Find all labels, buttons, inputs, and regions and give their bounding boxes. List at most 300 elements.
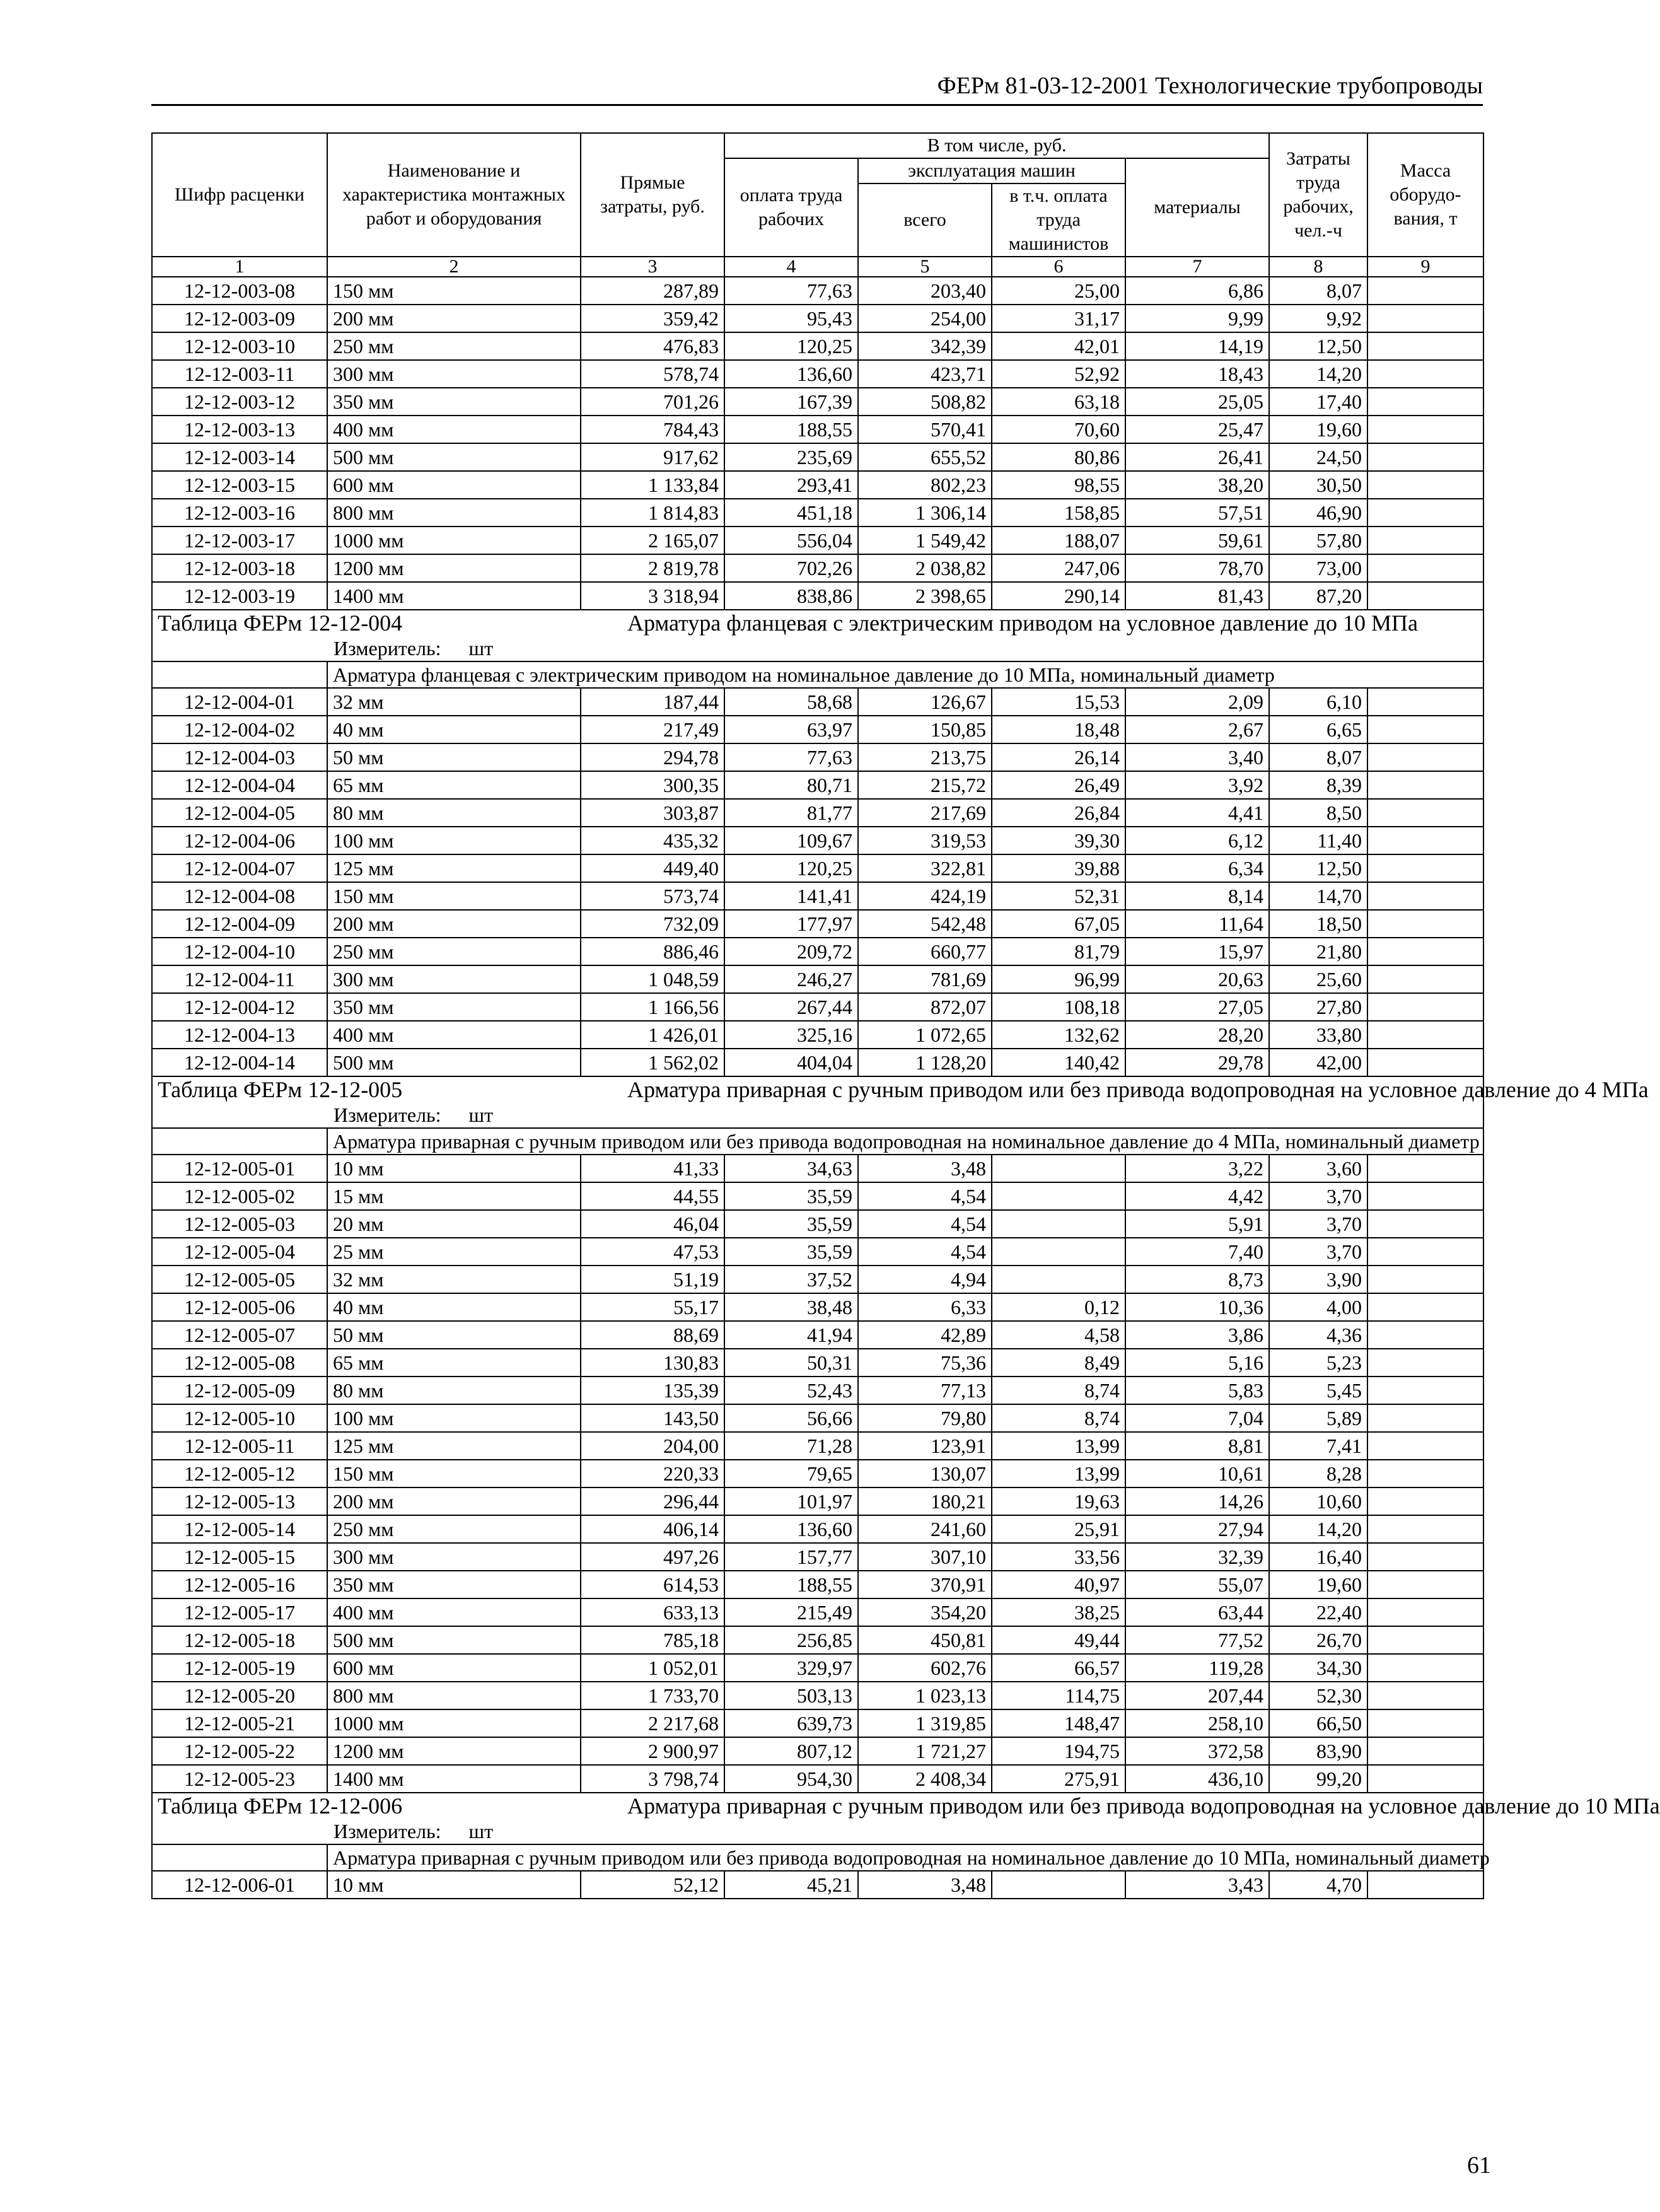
direct-cost-cell: 435,32 [581, 827, 724, 854]
item-name-cell: 150 мм [327, 277, 581, 305]
equipment-mass-cell [1367, 882, 1483, 910]
direct-cost-cell: 187,44 [581, 688, 724, 716]
machinists-pay-cell: 42,01 [992, 332, 1125, 360]
rate-code-cell: 12-12-004-02 [152, 716, 327, 743]
section-header [152, 1793, 1483, 1819]
machines-total-cell: 322,81 [858, 854, 992, 882]
direct-cost-cell: 2 217,68 [581, 1709, 724, 1737]
labor-pay-cell: 157,77 [724, 1543, 858, 1571]
machines-total-cell: 254,00 [858, 305, 992, 332]
section-title: Арматура фланцевая с электрическим приводом на условное давление до 10 МПа [581, 610, 1483, 636]
labor-pay-cell: 404,04 [724, 1049, 858, 1076]
item-name-cell: 300 мм [327, 965, 581, 993]
table-row [152, 1460, 1483, 1487]
labor-hours-cell: 3,90 [1269, 1266, 1367, 1293]
column-number: 7 [1125, 257, 1269, 277]
direct-cost-cell: 578,74 [581, 360, 724, 388]
item-name-cell: 250 мм [327, 332, 581, 360]
materials-cost-cell: 2,67 [1125, 716, 1269, 743]
direct-cost-cell: 1 562,02 [581, 1049, 724, 1076]
machines-total-cell: 1 549,42 [858, 527, 992, 554]
machines-total-cell: 203,40 [858, 277, 992, 305]
rate-code-cell: 12-12-005-08 [152, 1349, 327, 1377]
machinists-pay-cell: 52,31 [992, 882, 1125, 910]
equipment-mass-cell [1367, 1155, 1483, 1182]
item-name-cell: 250 мм [327, 938, 581, 965]
labor-hours-cell: 4,70 [1269, 1871, 1367, 1899]
machinists-pay-cell: 39,88 [992, 854, 1125, 882]
table-row [152, 1682, 1483, 1709]
section-title: Арматура приварная с ручным приводом или без привода водопроводная на условное давление до 4 МПа [581, 1076, 1483, 1102]
item-name-cell: 500 мм [327, 1049, 581, 1076]
materials-cost-cell: 3,43 [1125, 1871, 1269, 1899]
meter-spacer [152, 1819, 327, 1844]
direct-cost-cell: 220,33 [581, 1460, 724, 1487]
labor-pay-cell: 954,30 [724, 1765, 858, 1793]
table-row [152, 332, 1483, 360]
section-subtitle: Арматура приварная с ручным приводом или без привода водопроводная на номинальное давление до 10 МПа, номинальный диаметр [327, 1844, 1483, 1871]
labor-pay-cell: 246,27 [724, 965, 858, 993]
rate-code-cell: 12-12-005-21 [152, 1709, 327, 1737]
table-row [152, 582, 1483, 610]
materials-cost-cell: 28,20 [1125, 1021, 1269, 1049]
machinists-pay-cell: 8,49 [992, 1349, 1125, 1377]
machinists-pay-cell: 39,30 [992, 827, 1125, 854]
item-name-cell: 25 мм [327, 1238, 581, 1266]
table-row [152, 1155, 1483, 1182]
column-number: 3 [581, 257, 724, 277]
equipment-mass-cell [1367, 1432, 1483, 1460]
equipment-mass-cell [1367, 360, 1483, 388]
section-label: Таблица ФЕРм 12-12-004 [152, 610, 581, 636]
labor-hours-cell: 3,70 [1269, 1238, 1367, 1266]
table-row [152, 1515, 1483, 1543]
col-header-machines-group: эксплуатация машин [858, 158, 1125, 183]
column-number: 4 [724, 257, 858, 277]
labor-pay-cell: 37,52 [724, 1266, 858, 1293]
labor-pay-cell: 45,21 [724, 1871, 858, 1899]
subtitle-spacer [152, 1844, 327, 1871]
equipment-mass-cell [1367, 1293, 1483, 1321]
materials-cost-cell: 27,05 [1125, 993, 1269, 1021]
meter-value: шт [468, 1820, 494, 1842]
direct-cost-cell: 296,44 [581, 1487, 724, 1515]
materials-cost-cell: 6,86 [1125, 277, 1269, 305]
table-row [152, 1765, 1483, 1793]
meter-spacer [152, 636, 327, 661]
direct-cost-cell: 217,49 [581, 716, 724, 743]
table-row [152, 1349, 1483, 1377]
direct-cost-cell: 1 133,84 [581, 471, 724, 499]
materials-cost-cell: 5,16 [1125, 1349, 1269, 1377]
col-header-labor-pay: оплата труда рабочих [724, 158, 858, 257]
materials-cost-cell: 59,61 [1125, 527, 1269, 554]
materials-cost-cell: 38,20 [1125, 471, 1269, 499]
labor-hours-cell: 3,70 [1269, 1182, 1367, 1210]
labor-pay-cell: 58,68 [724, 688, 858, 716]
labor-hours-cell: 6,10 [1269, 688, 1367, 716]
labor-pay-cell: 38,48 [724, 1293, 858, 1321]
labor-hours-cell: 73,00 [1269, 554, 1367, 582]
col-header-machines-total: всего [858, 183, 992, 257]
equipment-mass-cell [1367, 743, 1483, 771]
direct-cost-cell: 573,74 [581, 882, 724, 910]
item-name-cell: 200 мм [327, 1487, 581, 1515]
equipment-mass-cell [1367, 1571, 1483, 1598]
meter-value: шт [468, 1103, 494, 1126]
materials-cost-cell: 11,64 [1125, 910, 1269, 938]
item-name-cell: 125 мм [327, 1432, 581, 1460]
equipment-mass-cell [1367, 716, 1483, 743]
direct-cost-cell: 476,83 [581, 332, 724, 360]
materials-cost-cell: 78,70 [1125, 554, 1269, 582]
materials-cost-cell: 25,05 [1125, 388, 1269, 416]
labor-hours-cell: 3,60 [1269, 1155, 1367, 1182]
direct-cost-cell: 287,89 [581, 277, 724, 305]
equipment-mass-cell [1367, 854, 1483, 882]
direct-cost-cell: 143,50 [581, 1404, 724, 1432]
item-name-cell: 1200 мм [327, 1737, 581, 1765]
rate-code-cell: 12-12-004-12 [152, 993, 327, 1021]
labor-hours-cell: 30,50 [1269, 471, 1367, 499]
item-name-cell: 800 мм [327, 499, 581, 527]
materials-cost-cell: 8,73 [1125, 1266, 1269, 1293]
labor-pay-cell: 256,85 [724, 1626, 858, 1654]
machinists-pay-cell: 26,49 [992, 771, 1125, 799]
labor-hours-cell: 9,92 [1269, 305, 1367, 332]
item-name-cell: 800 мм [327, 1682, 581, 1709]
rate-code-cell: 12-12-005-03 [152, 1210, 327, 1238]
equipment-mass-cell [1367, 993, 1483, 1021]
item-name-cell: 20 мм [327, 1210, 581, 1238]
rate-code-cell: 12-12-003-12 [152, 388, 327, 416]
rate-code-cell: 12-12-003-17 [152, 527, 327, 554]
machinists-pay-cell: 26,84 [992, 799, 1125, 827]
rate-code-cell: 12-12-003-08 [152, 277, 327, 305]
equipment-mass-cell [1367, 443, 1483, 471]
machines-total-cell: 354,20 [858, 1598, 992, 1626]
item-name-cell: 350 мм [327, 993, 581, 1021]
table-row [152, 799, 1483, 827]
machines-total-cell: 217,69 [858, 799, 992, 827]
item-name-cell: 65 мм [327, 771, 581, 799]
item-name-cell: 80 мм [327, 1377, 581, 1404]
machines-total-cell: 4,54 [858, 1210, 992, 1238]
machines-total-cell: 130,07 [858, 1460, 992, 1487]
labor-pay-cell: 109,67 [724, 827, 858, 854]
page-number: 61 [1467, 2152, 1491, 2179]
table-row [152, 443, 1483, 471]
materials-cost-cell: 27,94 [1125, 1515, 1269, 1543]
equipment-mass-cell [1367, 910, 1483, 938]
meter-spacer [152, 1102, 327, 1128]
materials-cost-cell: 8,81 [1125, 1432, 1269, 1460]
item-name-cell: 400 мм [327, 1598, 581, 1626]
item-name-cell: 15 мм [327, 1182, 581, 1210]
machinists-pay-cell: 13,99 [992, 1432, 1125, 1460]
labor-hours-cell: 7,41 [1269, 1432, 1367, 1460]
table-row [152, 305, 1483, 332]
item-name-cell: 32 мм [327, 688, 581, 716]
materials-cost-cell: 20,63 [1125, 965, 1269, 993]
rate-code-cell: 12-12-003-10 [152, 332, 327, 360]
table-row [152, 882, 1483, 910]
rate-code-cell: 12-12-003-19 [152, 582, 327, 610]
rate-code-cell: 12-12-005-09 [152, 1377, 327, 1404]
machinists-pay-cell [992, 1210, 1125, 1238]
labor-hours-cell: 5,89 [1269, 1404, 1367, 1432]
labor-hours-cell: 14,20 [1269, 1515, 1367, 1543]
rate-code-cell: 12-12-003-09 [152, 305, 327, 332]
column-number: 5 [858, 257, 992, 277]
machines-total-cell: 802,23 [858, 471, 992, 499]
equipment-mass-cell [1367, 1626, 1483, 1654]
table-row [152, 1210, 1483, 1238]
meter [327, 1102, 1483, 1128]
labor-pay-cell: 35,59 [724, 1182, 858, 1210]
machinists-pay-cell: 38,25 [992, 1598, 1125, 1626]
labor-pay-cell: 188,55 [724, 1571, 858, 1598]
equipment-mass-cell [1367, 332, 1483, 360]
materials-cost-cell: 15,97 [1125, 938, 1269, 965]
item-name-cell: 1000 мм [327, 527, 581, 554]
materials-cost-cell: 7,04 [1125, 1404, 1269, 1432]
rate-code-cell: 12-12-004-05 [152, 799, 327, 827]
labor-pay-cell: 77,63 [724, 277, 858, 305]
materials-cost-cell: 2,09 [1125, 688, 1269, 716]
machinists-pay-cell: 66,57 [992, 1654, 1125, 1682]
table-row [152, 1266, 1483, 1293]
direct-cost-cell: 732,09 [581, 910, 724, 938]
section-subtitle: Арматура приварная с ручным приводом или без привода водопроводная на номинальное давление до 4 МПа, номинальный диаметр [327, 1128, 1483, 1155]
machinists-pay-cell: 67,05 [992, 910, 1125, 938]
labor-hours-cell: 4,36 [1269, 1321, 1367, 1349]
equipment-mass-cell [1367, 527, 1483, 554]
direct-cost-cell: 1 814,83 [581, 499, 724, 527]
direct-cost-cell: 2 819,78 [581, 554, 724, 582]
direct-cost-cell: 359,42 [581, 305, 724, 332]
labor-hours-cell: 24,50 [1269, 443, 1367, 471]
item-name-cell: 150 мм [327, 1460, 581, 1487]
table-row [152, 1737, 1483, 1765]
rate-code-cell: 12-12-005-17 [152, 1598, 327, 1626]
rate-code-cell: 12-12-003-15 [152, 471, 327, 499]
table-row [152, 1021, 1483, 1049]
labor-hours-cell: 8,07 [1269, 277, 1367, 305]
machines-total-cell: 215,72 [858, 771, 992, 799]
materials-cost-cell: 3,22 [1125, 1155, 1269, 1182]
machinists-pay-cell [992, 1266, 1125, 1293]
machines-total-cell: 180,21 [858, 1487, 992, 1515]
table-row [152, 554, 1483, 582]
labor-pay-cell: 120,25 [724, 332, 858, 360]
machines-total-cell: 75,36 [858, 1349, 992, 1377]
labor-pay-cell: 177,97 [724, 910, 858, 938]
table-row [152, 910, 1483, 938]
labor-pay-cell: 80,71 [724, 771, 858, 799]
direct-cost-cell: 633,13 [581, 1598, 724, 1626]
labor-hours-cell: 18,50 [1269, 910, 1367, 938]
rate-code-cell: 12-12-005-11 [152, 1432, 327, 1460]
machines-total-cell: 4,54 [858, 1182, 992, 1210]
equipment-mass-cell [1367, 1515, 1483, 1543]
direct-cost-cell: 785,18 [581, 1626, 724, 1654]
materials-cost-cell: 57,51 [1125, 499, 1269, 527]
item-name-cell: 350 мм [327, 388, 581, 416]
machinists-pay-cell: 18,48 [992, 716, 1125, 743]
direct-cost-cell: 784,43 [581, 416, 724, 443]
machinists-pay-cell: 70,60 [992, 416, 1125, 443]
labor-hours-cell: 11,40 [1269, 827, 1367, 854]
rate-code-cell: 12-12-005-13 [152, 1487, 327, 1515]
machines-total-cell: 602,76 [858, 1654, 992, 1682]
table-row [152, 938, 1483, 965]
table-row [152, 388, 1483, 416]
equipment-mass-cell [1367, 688, 1483, 716]
machinists-pay-cell: 0,12 [992, 1293, 1125, 1321]
labor-hours-cell: 57,80 [1269, 527, 1367, 554]
labor-hours-cell: 5,23 [1269, 1349, 1367, 1377]
col-header-code: Шифр расценки [152, 133, 327, 257]
machines-total-cell: 2 038,82 [858, 554, 992, 582]
machinists-pay-cell: 132,62 [992, 1021, 1125, 1049]
rate-code-cell: 12-12-006-01 [152, 1871, 327, 1899]
direct-cost-cell: 55,17 [581, 1293, 724, 1321]
labor-pay-cell: 81,77 [724, 799, 858, 827]
rate-code-cell: 12-12-005-02 [152, 1182, 327, 1210]
rate-code-cell: 12-12-005-07 [152, 1321, 327, 1349]
item-name-cell: 40 мм [327, 1293, 581, 1321]
materials-cost-cell: 32,39 [1125, 1543, 1269, 1571]
column-number: 9 [1367, 257, 1483, 277]
machines-total-cell: 508,82 [858, 388, 992, 416]
meter [327, 636, 1483, 661]
direct-cost-cell: 614,53 [581, 1571, 724, 1598]
labor-pay-cell: 35,59 [724, 1210, 858, 1238]
equipment-mass-cell [1367, 1377, 1483, 1404]
machines-total-cell: 1 319,85 [858, 1709, 992, 1737]
materials-cost-cell: 3,86 [1125, 1321, 1269, 1349]
labor-hours-cell: 52,30 [1269, 1682, 1367, 1709]
equipment-mass-cell [1367, 1487, 1483, 1515]
rate-code-cell: 12-12-005-22 [152, 1737, 327, 1765]
labor-pay-cell: 503,13 [724, 1682, 858, 1709]
machines-total-cell: 4,94 [858, 1266, 992, 1293]
machinists-pay-cell: 49,44 [992, 1626, 1125, 1654]
machinists-pay-cell: 25,91 [992, 1515, 1125, 1543]
labor-pay-cell: 838,86 [724, 582, 858, 610]
machines-total-cell: 150,85 [858, 716, 992, 743]
machinists-pay-cell [992, 1871, 1125, 1899]
machines-total-cell: 1 072,65 [858, 1021, 992, 1049]
machines-total-cell: 2 398,65 [858, 582, 992, 610]
direct-cost-cell: 1 733,70 [581, 1682, 724, 1709]
machines-total-cell: 2 408,34 [858, 1765, 992, 1793]
materials-cost-cell: 10,61 [1125, 1460, 1269, 1487]
direct-cost-cell: 294,78 [581, 743, 724, 771]
section-header [152, 1076, 1483, 1102]
direct-cost-cell: 88,69 [581, 1321, 724, 1349]
meter [327, 1819, 1483, 1844]
section-subtitle-row [152, 661, 1483, 688]
item-name-cell: 1200 мм [327, 554, 581, 582]
machinists-pay-cell: 8,74 [992, 1404, 1125, 1432]
equipment-mass-cell [1367, 277, 1483, 305]
meter-value: шт [468, 637, 494, 660]
machinists-pay-cell: 275,91 [992, 1765, 1125, 1793]
direct-cost-cell: 1 052,01 [581, 1654, 724, 1682]
machinists-pay-cell: 194,75 [992, 1737, 1125, 1765]
labor-pay-cell: 235,69 [724, 443, 858, 471]
item-name-cell: 400 мм [327, 1021, 581, 1049]
table-row [152, 965, 1483, 993]
machinists-pay-cell: 290,14 [992, 582, 1125, 610]
rate-code-cell: 12-12-004-03 [152, 743, 327, 771]
table-row [152, 716, 1483, 743]
rate-code-cell: 12-12-005-16 [152, 1571, 327, 1598]
labor-pay-cell: 136,60 [724, 360, 858, 388]
materials-cost-cell: 29,78 [1125, 1049, 1269, 1076]
machinists-pay-cell: 15,53 [992, 688, 1125, 716]
rate-code-cell: 12-12-004-08 [152, 882, 327, 910]
labor-pay-cell: 34,63 [724, 1155, 858, 1182]
labor-pay-cell: 136,60 [724, 1515, 858, 1543]
table-row [152, 527, 1483, 554]
col-header-materials: материалы [1125, 158, 1269, 257]
col-header-equipment-mass: Масса оборудо-вания, т [1367, 133, 1483, 257]
table-row [152, 471, 1483, 499]
materials-cost-cell: 26,41 [1125, 443, 1269, 471]
direct-cost-cell: 3 318,94 [581, 582, 724, 610]
rate-code-cell: 12-12-004-10 [152, 938, 327, 965]
rate-code-cell: 12-12-005-14 [152, 1515, 327, 1543]
machines-total-cell: 213,75 [858, 743, 992, 771]
labor-pay-cell: 63,97 [724, 716, 858, 743]
machinists-pay-cell: 98,55 [992, 471, 1125, 499]
labor-pay-cell: 95,43 [724, 305, 858, 332]
materials-cost-cell: 10,36 [1125, 1293, 1269, 1321]
machines-total-cell: 6,33 [858, 1293, 992, 1321]
section-label: Таблица ФЕРм 12-12-006 [152, 1793, 581, 1819]
machinists-pay-cell: 26,14 [992, 743, 1125, 771]
equipment-mass-cell [1367, 1871, 1483, 1899]
direct-cost-cell: 1 166,56 [581, 993, 724, 1021]
labor-pay-cell: 167,39 [724, 388, 858, 416]
labor-hours-cell: 14,70 [1269, 882, 1367, 910]
section-subtitle: Арматура фланцевая с электрическим приводом на номинальное давление до 10 МПа, номинальный диаметр [327, 661, 1483, 688]
machinists-pay-cell: 31,17 [992, 305, 1125, 332]
section-label: Таблица ФЕРм 12-12-005 [152, 1076, 581, 1102]
table-row [152, 1432, 1483, 1460]
table-row [152, 1487, 1483, 1515]
rate-code-cell: 12-12-003-13 [152, 416, 327, 443]
labor-hours-cell: 19,60 [1269, 1571, 1367, 1598]
materials-cost-cell: 372,58 [1125, 1737, 1269, 1765]
equipment-mass-cell [1367, 1460, 1483, 1487]
labor-hours-cell: 42,00 [1269, 1049, 1367, 1076]
equipment-mass-cell [1367, 771, 1483, 799]
direct-cost-cell: 46,04 [581, 1210, 724, 1238]
table-row [152, 1626, 1483, 1654]
item-name-cell: 600 мм [327, 471, 581, 499]
rate-code-cell: 12-12-005-23 [152, 1765, 327, 1793]
materials-cost-cell: 8,14 [1125, 882, 1269, 910]
labor-pay-cell: 56,66 [724, 1404, 858, 1432]
item-name-cell: 80 мм [327, 799, 581, 827]
machinists-pay-cell: 114,75 [992, 1682, 1125, 1709]
direct-cost-cell: 1 426,01 [581, 1021, 724, 1049]
rate-code-cell: 12-12-005-10 [152, 1404, 327, 1432]
